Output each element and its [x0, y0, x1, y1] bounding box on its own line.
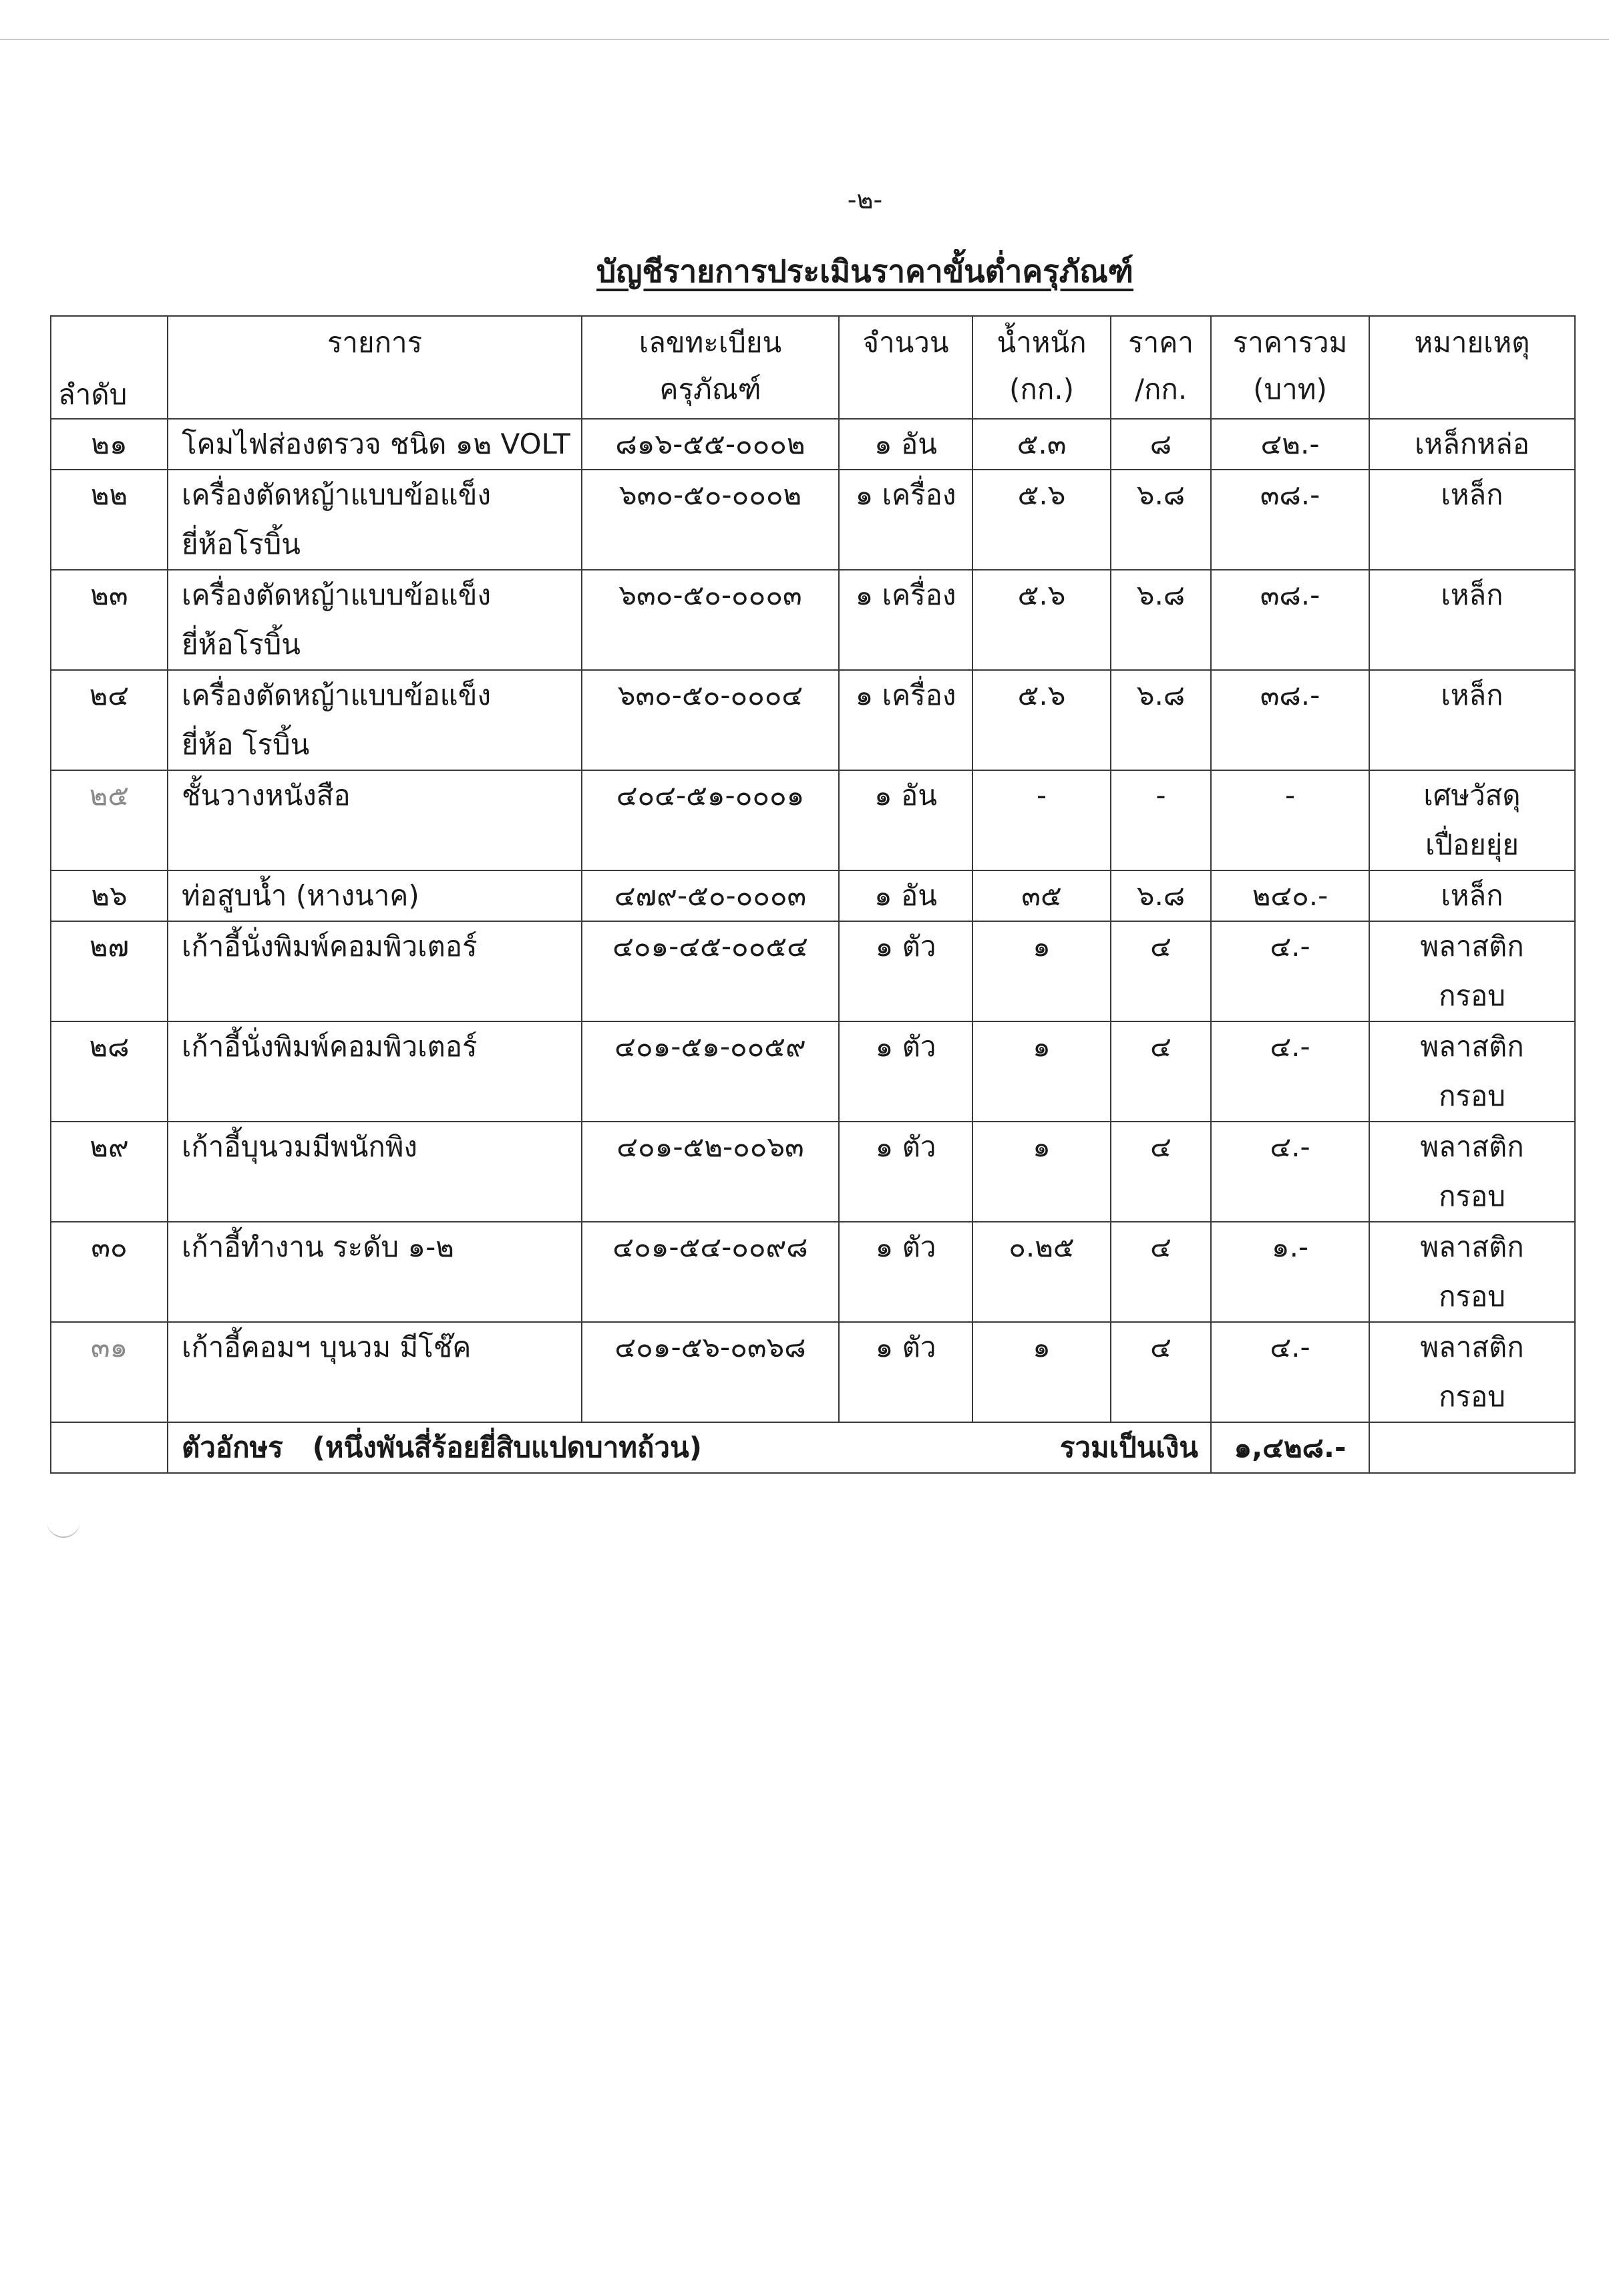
cell-price-per-kg: ๖.๘	[1111, 470, 1211, 570]
cell-no: ๒๙	[51, 1122, 168, 1222]
cell-note: เหล็ก	[1369, 670, 1575, 770]
cell-item: ท่อสูบน้ำ (หางนาค)	[168, 870, 582, 921]
cell-weight: ๑	[972, 1122, 1111, 1222]
cell-item: เครื่องตัดหญ้าแบบข้อแข็ง ยี่ห้อ โรบิ้น	[168, 670, 582, 770]
header-quantity: จำนวน	[839, 316, 972, 419]
cell-note: เศษวัสดุ เปื่อยยุ่ย	[1369, 770, 1575, 870]
cell-no: ๒๓	[51, 570, 168, 670]
table-row	[51, 570, 1575, 670]
header-item: รายการ	[168, 316, 582, 419]
cell-note: พลาสติก กรอบ	[1369, 1021, 1575, 1122]
cell-no: ๒๒	[51, 470, 168, 570]
cell-quantity: ๑ อัน	[839, 419, 972, 470]
scan-top-edge	[0, 39, 1609, 40]
cell-quantity: ๑ อัน	[839, 770, 972, 870]
table-row	[51, 1222, 1575, 1322]
summary-total: ๑,๔๒๘.-	[1211, 1422, 1369, 1473]
cell-no: ๓๐	[51, 1222, 168, 1322]
cell-quantity: ๑ เครื่อง	[839, 670, 972, 770]
cell-weight: -	[972, 770, 1111, 870]
cell-no: ๒๕	[51, 770, 168, 870]
cell-quantity: ๑ เครื่อง	[839, 470, 972, 570]
cell-total: ๔๒.-	[1211, 419, 1369, 470]
cell-item: ชั้นวางหนังสือ	[168, 770, 582, 870]
cell-registration: ๔๐๑-๔๕-๐๐๕๔	[582, 921, 839, 1021]
cell-weight: ๑	[972, 1322, 1111, 1422]
header-weight: น้ำหนัก (กก.)	[972, 316, 1111, 419]
cell-price-per-kg: ๔	[1111, 1122, 1211, 1222]
cell-registration: ๔๐๑-๕๒-๐๐๖๓	[582, 1122, 839, 1222]
cell-total: ๑.-	[1211, 1222, 1369, 1322]
summary-empty-cell	[51, 1422, 168, 1473]
cell-price-per-kg: ๖.๘	[1111, 670, 1211, 770]
cell-quantity: ๑ ตัว	[839, 1021, 972, 1122]
table-row	[51, 670, 1575, 770]
table-row	[51, 419, 1575, 470]
cell-price-per-kg: ๖.๘	[1111, 870, 1211, 921]
cell-registration: ๖๓๐-๕๐-๐๐๐๓	[582, 570, 839, 670]
cell-item: เก้าอี้บุนวมมีพนักพิง	[168, 1122, 582, 1222]
cell-no: ๒๔	[51, 670, 168, 770]
cell-note: พลาสติก กรอบ	[1369, 1122, 1575, 1222]
cell-item: เครื่องตัดหญ้าแบบข้อแข็ง ยี่ห้อโรบิ้น	[168, 570, 582, 670]
cell-registration: ๖๓๐-๕๐-๐๐๐๔	[582, 670, 839, 770]
table-row	[51, 1322, 1575, 1422]
cell-weight: ๐.๒๕	[972, 1222, 1111, 1322]
cell-quantity: ๑ ตัว	[839, 921, 972, 1021]
cell-registration: ๘๑๖-๕๕-๐๐๐๒	[582, 419, 839, 470]
summary-words-cell	[168, 1422, 1211, 1473]
cell-total: ๒๔๐.-	[1211, 870, 1369, 921]
table-row	[51, 470, 1575, 570]
cell-note: เหล็ก	[1369, 570, 1575, 670]
cell-total: ๓๘.-	[1211, 670, 1369, 770]
cell-total: ๔.-	[1211, 1021, 1369, 1122]
cell-note: พลาสติก กรอบ	[1369, 1322, 1575, 1422]
cell-total: ๓๘.-	[1211, 470, 1369, 570]
table-row	[51, 921, 1575, 1021]
cell-total: ๔.-	[1211, 1322, 1369, 1422]
cell-note: พลาสติก กรอบ	[1369, 921, 1575, 1021]
cell-item: โคมไฟส่องตรวจ ชนิด ๑๒ VOLT	[168, 419, 582, 470]
cell-quantity: ๑ อัน	[839, 870, 972, 921]
cell-price-per-kg: ๔	[1111, 921, 1211, 1021]
document-title: บัญชีรายการประเมินราคาขั้นต่ำครุภัณฑ์	[596, 253, 1133, 289]
cell-total: -	[1211, 770, 1369, 870]
cell-price-per-kg: ๔	[1111, 1222, 1211, 1322]
cell-weight: ๓๕	[972, 870, 1111, 921]
cell-item: เก้าอี้คอมฯ บุนวม มีโช๊ค	[168, 1322, 582, 1422]
cell-weight: ๕.๖	[972, 470, 1111, 570]
cell-no: ๒๗	[51, 921, 168, 1021]
cell-registration: ๔๐๑-๕๖-๐๓๖๘	[582, 1322, 839, 1422]
cell-price-per-kg: ๘	[1111, 419, 1211, 470]
table-row	[51, 770, 1575, 870]
cell-registration: ๔๐๑-๕๑-๐๐๕๙	[582, 1021, 839, 1122]
cell-total: ๓๘.-	[1211, 570, 1369, 670]
cell-price-per-kg: ๖.๘	[1111, 570, 1211, 670]
cell-no: ๓๑	[51, 1322, 168, 1422]
summary-row	[51, 1422, 1575, 1473]
table-row	[51, 1122, 1575, 1222]
cell-quantity: ๑ เครื่อง	[839, 570, 972, 670]
cell-price-per-kg: -	[1111, 770, 1211, 870]
cell-no: ๒๘	[51, 1021, 168, 1122]
page-number: -๒-	[847, 185, 883, 214]
cell-item: เก้าอี้ทำงาน ระดับ ๑-๒	[168, 1222, 582, 1322]
cell-note: เหล็ก	[1369, 470, 1575, 570]
cell-item: เก้าอี้นั่งพิมพ์คอมพิวเตอร์	[168, 1021, 582, 1122]
cell-registration: ๔๐๑-๕๔-๐๐๙๘	[582, 1222, 839, 1322]
cell-weight: ๕.๖	[972, 570, 1111, 670]
cell-price-per-kg: ๔	[1111, 1322, 1211, 1422]
cell-weight: ๕.๖	[972, 670, 1111, 770]
cell-no: ๒๑	[51, 419, 168, 470]
cell-no: ๒๖	[51, 870, 168, 921]
summary-note-cell	[1369, 1422, 1575, 1473]
cell-total: ๔.-	[1211, 921, 1369, 1021]
scan-artifact	[47, 1516, 80, 1538]
cell-quantity: ๑ ตัว	[839, 1322, 972, 1422]
total-label: รวมเป็นเงิน	[1059, 1431, 1198, 1464]
cell-registration: ๖๓๐-๕๐-๐๐๐๒	[582, 470, 839, 570]
cell-note: พลาสติก กรอบ	[1369, 1222, 1575, 1322]
header-price-per-kg: ราคา /กก.	[1111, 316, 1211, 419]
cell-price-per-kg: ๔	[1111, 1021, 1211, 1122]
table-row	[51, 870, 1575, 921]
cell-weight: ๑	[972, 1021, 1111, 1122]
cell-item: เก้าอี้นั่งพิมพ์คอมพิวเตอร์	[168, 921, 582, 1021]
cell-quantity: ๑ ตัว	[839, 1222, 972, 1322]
total-in-words: ตัวอักษร (หนึ่งพันสี่ร้อยยี่สิบแปดบาทถ้วน)	[182, 1431, 702, 1464]
cell-weight: ๑	[972, 921, 1111, 1021]
table-header-row	[51, 316, 1575, 419]
header-note: หมายเหตุ	[1369, 316, 1575, 419]
header-registration: เลขทะเบียน ครุภัณฑ์	[582, 316, 839, 419]
cell-weight: ๕.๓	[972, 419, 1111, 470]
cell-total: ๔.-	[1211, 1122, 1369, 1222]
cell-registration: ๔๐๔-๕๑-๐๐๐๑	[582, 770, 839, 870]
cell-note: เหล็ก	[1369, 870, 1575, 921]
cell-registration: ๔๗๙-๕๐-๐๐๐๓	[582, 870, 839, 921]
table-row	[51, 1021, 1575, 1122]
cell-item: เครื่องตัดหญ้าแบบข้อแข็ง ยี่ห้อโรบิ้น	[168, 470, 582, 570]
asset-price-table	[50, 315, 1576, 1474]
header-no: ลำดับ	[51, 316, 168, 419]
cell-quantity: ๑ ตัว	[839, 1122, 972, 1222]
cell-note: เหล็กหล่อ	[1369, 419, 1575, 470]
header-total-price: ราคารวม (บาท)	[1211, 316, 1369, 419]
